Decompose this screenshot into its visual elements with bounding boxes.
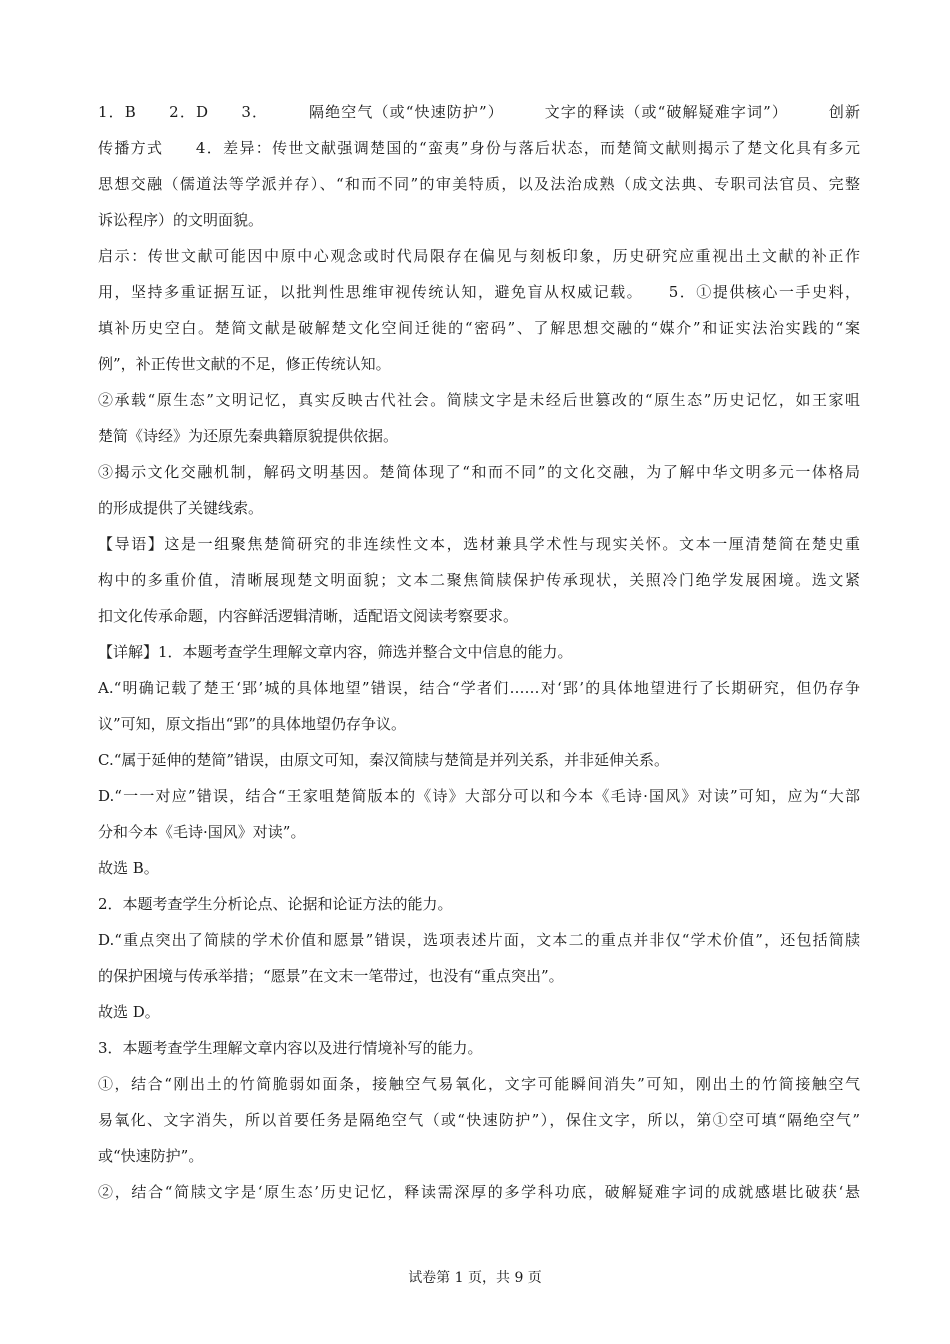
text-line: 议”可知，原文指出“郢”的具体地望仍存争议。 — [98, 715, 407, 733]
text-line: ②，结合“简牍文字是‘原生态’历史记忆，释读需深厚的多学科功底，破解疑难字词的成就感堪比破获‘悬 — [98, 1183, 860, 1201]
text-line: 用，坚持多重证据互证，以批判性思维审视传统认知，避免盲从权威记载。 5．①提供核心一手史料， — [98, 283, 860, 301]
text-line: C.“属于延伸的楚简”错误，由原文可知，秦汉简牍与楚简是并列关系，并非延伸关系。 — [98, 751, 670, 769]
text-line: 故选 D。 — [98, 1003, 160, 1021]
text-line: 2．本题考查学生分析论点、论据和论证方法的能力。 — [98, 895, 453, 913]
text-line: 1．B 2．D 3． 隔绝空气（或“快速防护”） 文字的释读（或“破解疑难字词”） 创新 — [98, 103, 860, 121]
text-line: A.“明确记载了楚王‘郢’城的具体地望”错误，结合“学者们……对‘郢’的具体地望进行了长期研究，但仍存争 — [98, 679, 860, 697]
text-line: ③揭示文化交融机制，解码文明基因。楚简体现了“和而不同”的文化交融，为了解中华文明多元一体格局 — [98, 463, 860, 481]
text-line: 填补历史空白。楚简文献是破解楚文化空间迁徙的“密码”、了解思想交融的“媒介”和证实法治实践的“案 — [98, 319, 860, 337]
text-line: 诉讼程序）的文明面貌。 — [98, 211, 264, 229]
text-line: 易氧化、文字消失，所以首要任务是隔绝空气（或“快速防护”），保住文字，所以，第①空可填“隔绝空气” — [98, 1111, 860, 1129]
text-line: 故选 B。 — [98, 859, 159, 877]
text-line: 例”，补正传世文献的不足，修正传统认知。 — [98, 355, 391, 373]
text-line: 【导语】这是一组聚焦楚简研究的非连续性文本，选材兼具学术性与现实关怀。文本一厘清楚简在楚史重 — [98, 535, 860, 553]
page-footer: 试卷第 1 页，共 9 页 — [408, 1270, 542, 1286]
text-line: 构中的多重价值，清晰展现楚文明面貌；文本二聚焦简牍保护传承现状，关照冷门绝学发展困境。选文紧 — [98, 571, 860, 589]
text-line: 分和今本《毛诗·国风》对读”。 — [98, 823, 306, 841]
text-line: D.“重点突出了简牍的学术价值和愿景”错误，选项表述片面，文本二的重点并非仅“学术价值”，还包括简牍 — [98, 931, 860, 949]
text-line: 传播方式 4．差异：传世文献强调楚国的“蛮夷”身份与落后状态，而楚简文献则揭示了楚文化具有多元 — [98, 139, 860, 157]
text-line: D.“一一对应”错误，结合“王家咀楚简版本的《诗》大部分可以和今本《毛诗·国风》对读”可知，应为“大部 — [98, 787, 860, 805]
text-line: 3．本题考查学生理解文章内容以及进行情境补写的能力。 — [98, 1039, 483, 1057]
text-line: 的形成提供了关键线索。 — [98, 499, 264, 517]
text-line: 楚简《诗经》为还原先秦典籍原貌提供依据。 — [98, 427, 399, 445]
text-line: 或“快速防护”。 — [98, 1147, 204, 1165]
text-line: 的保护困境与传承举措；“愿景”在文末一笔带过，也没有“重点突出”。 — [98, 967, 564, 985]
answer-body — [98, 94, 860, 1210]
text-line: 启示：传世文献可能因中原中心观念或时代局限存在偏见与刻板印象，历史研究应重视出土文献的补正作 — [98, 247, 860, 265]
text-line: 扣文化传承命题，内容鲜活逻辑清晰，适配语文阅读考察要求。 — [98, 607, 519, 625]
text-line: 思想交融（儒道法等学派并存）、“和而不同”的审美特质，以及法治成熟（成文法典、专职司法官员、完整 — [98, 175, 860, 193]
text-line: ①，结合“刚出土的竹简脆弱如面条，接触空气易氧化，文字可能瞬间消失”可知，刚出土的竹简接触空气 — [98, 1075, 860, 1093]
text-line: ②承载“原生态”文明记忆，真实反映古代社会。简牍文字是未经后世篡改的“原生态”历史记忆，如王家咀 — [98, 391, 860, 409]
text-line: 【详解】1．本题考查学生理解文章内容，筛选并整合文中信息的能力。 — [98, 643, 573, 661]
